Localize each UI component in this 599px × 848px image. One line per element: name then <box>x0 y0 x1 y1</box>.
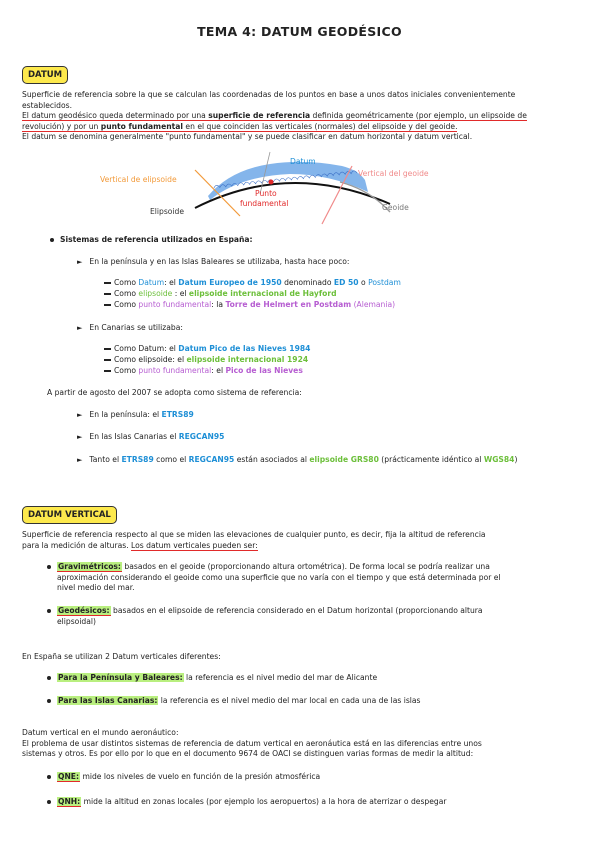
text-span: Para las Islas Canarias: <box>58 696 158 705</box>
text-span: : la <box>211 300 226 309</box>
datum-line <box>22 111 582 122</box>
datum-line: El datum se denomina generalmente "punto fundamental" y se puede clasificar en datum horizontal y datum vertical. <box>22 132 473 142</box>
text-span: Como <box>114 300 139 309</box>
text-span: basados en el elipsoide de referencia considerado en el Datum horizontal (proporcionando altura <box>110 606 483 615</box>
pen-item-3 <box>104 300 395 311</box>
text-span: En las Islas Canarias el <box>89 432 179 441</box>
text-span: elipsoide GRS80 <box>309 455 379 464</box>
datum-line: establecidos. <box>22 100 72 110</box>
vertical-line: Superficie de referencia respecto al que se miden las elevaciones de cualquier punto, es decir, fija la altitud de referencia <box>22 530 486 539</box>
pen-item-2 <box>104 289 337 300</box>
can-item-1 <box>104 344 310 355</box>
new-item-2 <box>77 432 224 443</box>
arrow-icon: ► <box>77 456 83 464</box>
arrow-icon: ► <box>77 411 83 419</box>
qnh-item <box>47 797 447 808</box>
grav-line: nivel medio del mar. <box>57 583 135 593</box>
punto-fundamental-dot <box>269 180 274 185</box>
text-span: basados en el geoide (proporcionando altura ortométrica). De forma local se podría realizar una <box>121 562 490 571</box>
dash-icon <box>104 293 111 295</box>
text-span: : el <box>164 278 179 287</box>
text-span: revolución) y por un <box>22 121 101 131</box>
text-span: ETRS89 <box>161 410 194 419</box>
datum-line <box>22 122 582 133</box>
datum-label: Datum <box>290 157 316 166</box>
punto-label: Punto <box>255 189 277 198</box>
vertical-elipsoide-label: Vertical de elipsoide <box>100 175 177 184</box>
dash-icon <box>104 282 111 284</box>
peninsula-item <box>47 673 377 684</box>
text-span: como el <box>153 455 189 464</box>
elipsoide-label: Elipsoide <box>150 207 185 216</box>
can-item-3 <box>104 366 303 377</box>
text-span: ETRS89 <box>121 455 154 464</box>
agosto-text: A partir de agosto del 2007 se adopta como sistema de referencia: <box>47 388 302 397</box>
bullet-icon <box>47 800 51 804</box>
text-span: punto fundamental <box>138 366 212 375</box>
bullet-icon <box>47 775 51 779</box>
dash-icon <box>104 304 111 306</box>
text-span: la referencia es el nivel medio del mar de Alicante <box>183 673 378 682</box>
vertical-geoide-label: Vertical del geoide <box>358 169 429 178</box>
text-span: elipsoide internacional 1924 <box>186 355 309 364</box>
arrow-icon: ► <box>77 433 83 441</box>
fundamental-label: fundamental <box>240 199 289 208</box>
text-span: QNE: <box>58 772 80 781</box>
new-item-3 <box>77 455 517 466</box>
text-span: Tanto el <box>89 455 122 464</box>
pen-intro <box>77 257 349 268</box>
text-span: : el <box>211 366 226 375</box>
aero-line: sistemas y otros. Es por ello por lo que en el documento 9674 de OACI se distinguen varias formas de medir la altitud: <box>22 749 474 759</box>
canarias-item <box>47 696 421 707</box>
text-span: elipsoide <box>138 289 173 298</box>
text-span: En la península y en las Islas Baleares se utilizaba, hasta hace poco: <box>89 257 350 266</box>
text-span: definida geométricamente (por ejemplo, un elipsoide de <box>310 111 527 121</box>
text-span: Como elipsoide: el <box>114 355 187 364</box>
bullet-icon <box>47 699 51 703</box>
text-span: REGCAN95 <box>178 432 225 441</box>
text-span: punto fundamental <box>100 121 184 131</box>
bullet-icon <box>47 565 51 569</box>
text-span: superficie de referencia <box>208 111 311 121</box>
geoide-label: Geoide <box>382 203 409 212</box>
text-span: Postdam <box>368 278 401 287</box>
vertical-paragraph <box>22 530 582 551</box>
text-span: Como <box>114 366 139 375</box>
geodesicos-item <box>47 606 577 627</box>
text-span: Datum Europeo de 1950 <box>178 278 282 287</box>
new-item-1 <box>77 410 194 421</box>
text-span: El datum geodésico queda determinado por una <box>22 111 209 121</box>
page-title: TEMA 4: DATUM GEODÉSICO <box>197 24 402 39</box>
sistemas-heading <box>50 235 253 246</box>
text-span: Como <box>114 278 139 287</box>
dash-icon <box>104 359 111 361</box>
text-span: Como <box>114 289 139 298</box>
aero-line: Datum vertical en el mundo aeronáutico: <box>22 728 179 737</box>
geo-line: elipsoidal) <box>57 616 96 626</box>
text-span: (Alemania) <box>351 300 396 309</box>
text-span: ED 50 <box>333 278 359 287</box>
text-span: En la península: el <box>89 410 162 419</box>
aeronautico-paragraph <box>22 728 582 760</box>
grav-line: aproximación considerando el geoide como una superficie que no varía con el tiempo y que está determinada por el <box>57 572 501 582</box>
datum-vertical-tag: DATUM VERTICAL <box>22 506 117 524</box>
text-span: REGCAN95 <box>188 455 235 464</box>
text-span: Para la Península y Baleares: <box>58 673 183 682</box>
text-span: Gravimétricos: <box>58 562 121 571</box>
text-span: para la medición de alturas. <box>22 540 132 550</box>
arrow-icon: ► <box>77 258 83 266</box>
grav-line <box>47 562 577 573</box>
arrow-icon: ► <box>77 324 83 332</box>
text-span: la referencia es el nivel medio del mar local en cada una de las islas <box>158 696 421 705</box>
text-span: QNH: <box>58 797 81 806</box>
text-span: WGS84 <box>483 455 515 464</box>
text-span: ) <box>514 455 518 464</box>
aero-line: El problema de usar distintos sistemas de referencia de datum vertical en aeronáutica está en las diferencias entre unos <box>22 738 482 748</box>
text-span: En Canarias se utilizaba: <box>89 323 183 332</box>
text-span: elipsoide internacional de Hayford <box>188 289 337 298</box>
espana-text: En España se utilizan 2 Datum verticales diferentes: <box>22 652 221 661</box>
geo-line <box>47 606 577 617</box>
text-span: Geodésicos: <box>58 606 110 615</box>
text-span: Datum <box>138 278 165 287</box>
text-span: (prácticamente idéntico al <box>378 455 484 464</box>
can-intro <box>77 323 183 334</box>
can-item-2 <box>104 355 308 366</box>
text-span: mide la altitud en zonas locales (por ejemplo los aeropuertos) a la hora de aterrizar o despegar <box>81 797 447 806</box>
vertical-line <box>22 541 582 552</box>
text-span: : el <box>172 289 189 298</box>
text-span: Datum Pico de las Nieves 1984 <box>178 344 311 353</box>
qne-item <box>47 772 320 783</box>
text-span: Pico de las Nieves <box>225 366 303 375</box>
bullet-icon <box>50 238 54 242</box>
text-span: Los datum verticales pueden ser: <box>131 540 258 550</box>
datum-line: Superficie de referencia sobre la que se calculan las coordenadas de los puntos en base a unos datos iniciales convenientemente <box>22 90 516 99</box>
datum-section-tag: DATUM <box>22 66 68 84</box>
text-span: denominado <box>281 278 334 287</box>
pen-item-1 <box>104 278 401 289</box>
dash-icon <box>104 348 111 350</box>
bullet-icon <box>47 609 51 613</box>
text-span: Como Datum: el <box>114 344 179 353</box>
bullet-icon <box>47 676 51 680</box>
datum-paragraph <box>22 90 582 143</box>
text-span: Torre de Helmert en Postdam <box>225 300 352 309</box>
text-span: punto fundamental <box>138 300 212 309</box>
text-span: están asociados al <box>234 455 310 464</box>
text-span: en el que coinciden las verticales (normales) del elipsoide y del geoide. <box>183 121 458 131</box>
text-span: Sistemas de referencia utilizados en España: <box>60 235 253 244</box>
gravimetricos-item <box>47 562 577 594</box>
text-span: mide los niveles de vuelo en función de la presión atmosférica <box>80 772 321 781</box>
text-span: o <box>358 278 369 287</box>
dash-icon <box>104 370 111 372</box>
datum-diagram <box>90 150 470 230</box>
